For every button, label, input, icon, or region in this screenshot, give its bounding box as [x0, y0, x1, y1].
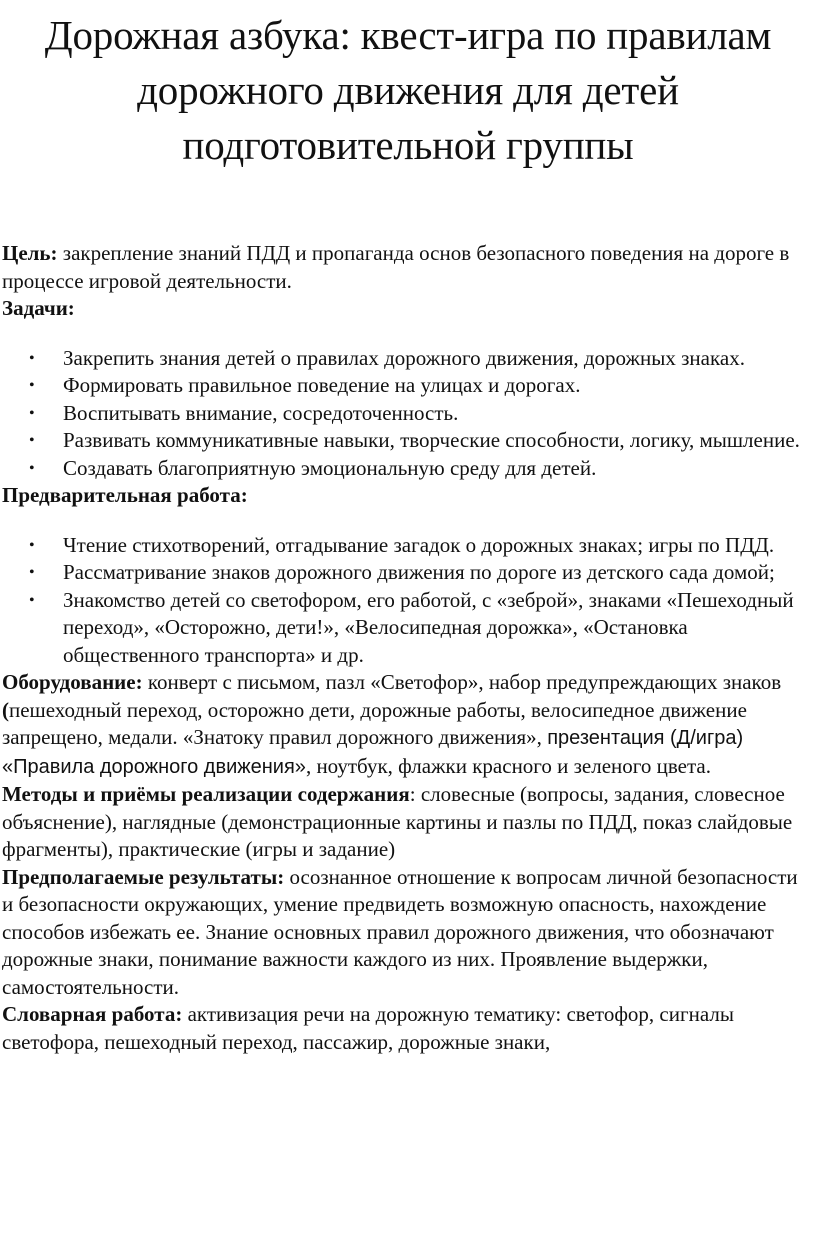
- list-item: • Создавать благоприятную эмоциональную среду для детей.: [2, 455, 814, 483]
- list-item: • Воспитывать внимание, сосредоточенность.: [2, 400, 814, 428]
- equipment-text-1: конверт с письмом, пазл «Светофор», набор предупреждающих знаков: [142, 670, 782, 694]
- goal-paragraph: [2, 240, 814, 295]
- methods-text: : словесные (вопросы, задания, словесное объяснение), наглядные (демонстрационные картины и пазлы по ПДД, показ слайдовые фрагменты), практические (игры и задание): [2, 782, 793, 861]
- preliminary-label: Предварительная работа:: [2, 483, 248, 507]
- page-title: Дорожная азбука: квест-игра по правилам дорожного движения для детей подготовительной группы: [44, 12, 772, 168]
- vocabulary-text: активизация речи на дорожную тематику: светофор, сигналы светофора, пешеходный переход, пассажир, дорожные знаки,: [2, 1002, 734, 1054]
- list-item: • Знакомство детей со светофором, его работой, с «зеброй», знаками «Пешеходный переход», «Осторожно, дети!», «Велосипедная дорожка», «Остановка общественного транспорта» и др.: [2, 587, 814, 670]
- list-item: • Чтение стихотворений, отгадывание загадок о дорожных знаках; игры по ПДД.: [2, 532, 814, 560]
- tasks-label: Задачи:: [2, 296, 75, 320]
- methods-label: Методы и приёмы реализации содержания: [2, 782, 410, 806]
- vocabulary-label: Словарная работа:: [2, 1002, 183, 1026]
- tasks-heading: [2, 295, 814, 323]
- equipment-text-3: презентация (Д/игра) «Правила дорожного движения»: [2, 727, 744, 778]
- spacer: [2, 323, 814, 345]
- goal-text: закрепление знаний ПДД и пропаганда основ безопасного поведения на дороге в процессе игровой деятельности.: [2, 241, 790, 293]
- goal-label: Цель:: [2, 241, 58, 265]
- document-body: [2, 240, 814, 1056]
- list-item: • Рассматривание знаков дорожного движения по дороге из детского сада домой;: [2, 559, 814, 587]
- equipment-label: Оборудование:: [2, 670, 143, 694]
- vocabulary-paragraph: [2, 1001, 814, 1056]
- equipment-text-2: пешеходный переход, осторожно дети, дорожные работы, велосипедное движение запрещено, медали. «Знатоку правил дорожного движения»,: [2, 697, 747, 749]
- list-item: • Формировать правильное поведение на улицах и дорогах.: [2, 372, 814, 400]
- results-paragraph: [2, 864, 814, 1002]
- equipment-paragraph: [2, 669, 814, 781]
- results-label: Предполагаемые результаты:: [2, 864, 285, 889]
- preliminary-heading: [2, 482, 814, 510]
- equipment-text-4: , ноутбук, флажки красного и зеленого цвета.: [305, 753, 711, 778]
- preliminary-list: [2, 532, 814, 670]
- list-item: • Закрепить знания детей о правилах дорожного движения, дорожных знаках.: [2, 345, 814, 373]
- list-item: • Развивать коммуникативные навыки, творческие способности, логику, мышление.: [2, 427, 814, 455]
- results-text: осознанное отношение к вопросам личной безопасности и безопасности окружающих, умение предвидеть возможную опасность, нахождение способов избежать ее. Знание основных правил дорожного движения, что обозначают дорожные знаки, понимание важности каждого из них. Проявление выдержки, самостоятельности.: [2, 864, 798, 999]
- equipment-paren: (: [2, 697, 9, 722]
- spacer: [2, 510, 814, 532]
- tasks-list: [2, 345, 814, 483]
- methods-paragraph: [2, 781, 814, 864]
